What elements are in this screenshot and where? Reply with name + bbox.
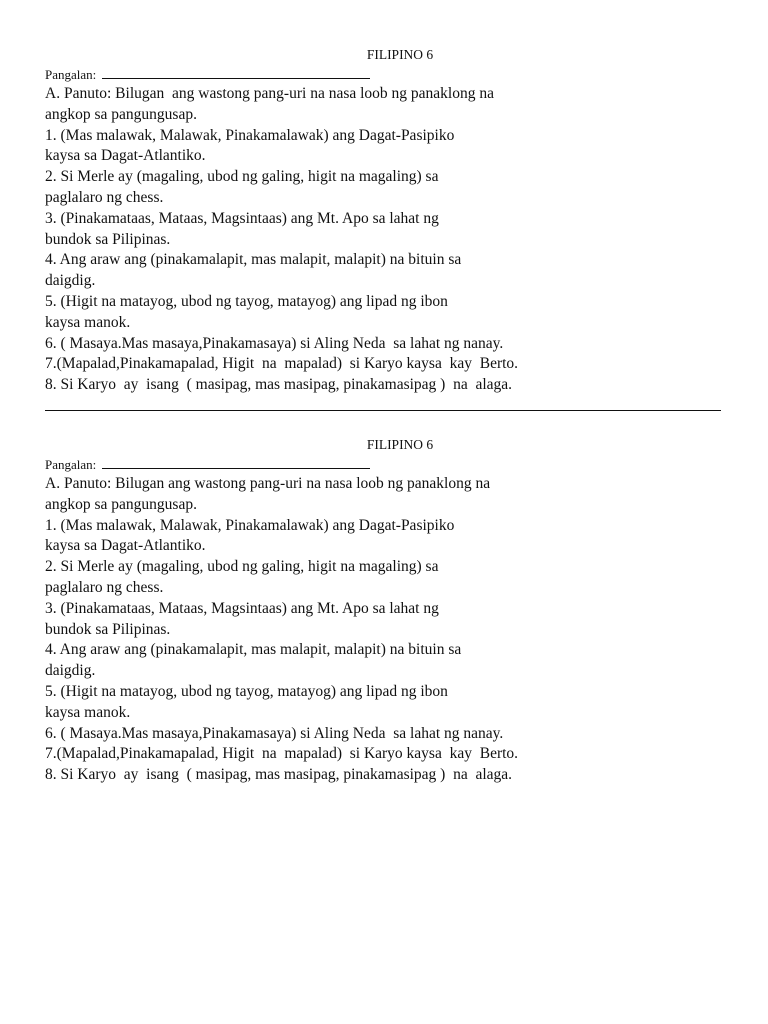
question-4-line: 4. Ang araw ang (pinakamalapit, mas malapit, malapit) na bituin sa bbox=[45, 251, 462, 269]
instruction-line: angkop sa pangungusap. bbox=[45, 105, 197, 123]
question-1-line: 1. (Mas malawak, Malawak, Pinakamalawak) ang Dagat-Pasipiko bbox=[45, 516, 455, 534]
name-row bbox=[45, 65, 735, 84]
question-4-line: daigdig. bbox=[45, 272, 96, 290]
question-1-line: 1. (Mas malawak, Malawak, Pinakamalawak) ang Dagat-Pasipiko bbox=[45, 126, 455, 144]
worksheet-2 bbox=[45, 435, 735, 786]
instruction-line: A. Panuto: Bilugan ang wastong pang-uri na nasa loob ng panaklong na bbox=[45, 85, 494, 102]
cut-line-divider bbox=[45, 410, 721, 411]
instruction-line: angkop sa pangungusap. bbox=[45, 495, 197, 513]
name-blank-line[interactable] bbox=[102, 66, 370, 79]
question-5-line: kaysa manok. bbox=[45, 703, 131, 721]
question-2-line: paglalaro ng chess. bbox=[45, 188, 164, 206]
instruction-line: A. Panuto: Bilugan ang wastong pang-uri na nasa loob ng panaklong na bbox=[45, 475, 491, 492]
name-row bbox=[45, 455, 735, 474]
question-5-line: 5. (Higit na matayog, ubod ng tayog, matayog) ang lipad ng ibon bbox=[45, 682, 448, 700]
question-8-line: 8. Si Karyo ay isang ( masipag, mas masipag, pinakamasipag ) na alaga. bbox=[45, 376, 513, 394]
question-7-line: 7.(Mapalad,Pinakamapalad, Higit na mapalad) si Karyo kaysa kay Berto. bbox=[45, 355, 519, 373]
question-2-line: 2. Si Merle ay (magaling, ubod ng galing, higit na magaling) sa bbox=[45, 558, 439, 576]
question-3-line: 3. (Pinakamataas, Mataas, Magsintaas) ang Mt. Apo sa lahat ng bbox=[45, 209, 439, 227]
question-2-line: 2. Si Merle ay (magaling, ubod ng galing, higit na magaling) sa bbox=[45, 168, 439, 186]
question-4-line: 4. Ang araw ang (pinakamalapit, mas malapit, malapit) na bituin sa bbox=[45, 641, 462, 659]
name-blank-line[interactable] bbox=[102, 456, 370, 469]
question-3-line: bundok sa Pilipinas. bbox=[45, 230, 171, 248]
question-1-line: kaysa sa Dagat-Atlantiko. bbox=[45, 537, 206, 555]
question-5-line: kaysa manok. bbox=[45, 313, 131, 331]
name-label: Pangalan: bbox=[45, 67, 97, 82]
question-4-line: daigdig. bbox=[45, 662, 96, 680]
question-1-line: kaysa sa Dagat-Atlantiko. bbox=[45, 147, 206, 165]
worksheet-title: FILIPINO 6 bbox=[366, 47, 434, 62]
question-7-line: 7.(Mapalad,Pinakamapalad, Higit na mapalad) si Karyo kaysa kay Berto. bbox=[45, 745, 519, 763]
question-2-line: paglalaro ng chess. bbox=[45, 578, 164, 596]
question-8-line: 8. Si Karyo ay isang ( masipag, mas masipag, pinakamasipag ) na alaga. bbox=[45, 766, 513, 784]
question-6-line: 6. ( Masaya.Mas masaya,Pinakamasaya) si Aling Neda sa lahat ng nanay. bbox=[45, 724, 504, 742]
question-5-line: 5. (Higit na matayog, ubod ng tayog, matayog) ang lipad ng ibon bbox=[45, 292, 448, 310]
worksheet-title: FILIPINO 6 bbox=[366, 437, 434, 452]
question-3-line: 3. (Pinakamataas, Mataas, Magsintaas) ang Mt. Apo sa lahat ng bbox=[45, 599, 439, 617]
question-6-line: 6. ( Masaya.Mas masaya,Pinakamasaya) si Aling Neda sa lahat ng nanay. bbox=[45, 334, 504, 352]
name-label: Pangalan: bbox=[45, 457, 97, 472]
question-3-line: bundok sa Pilipinas. bbox=[45, 620, 171, 638]
worksheet-1 bbox=[45, 45, 735, 396]
